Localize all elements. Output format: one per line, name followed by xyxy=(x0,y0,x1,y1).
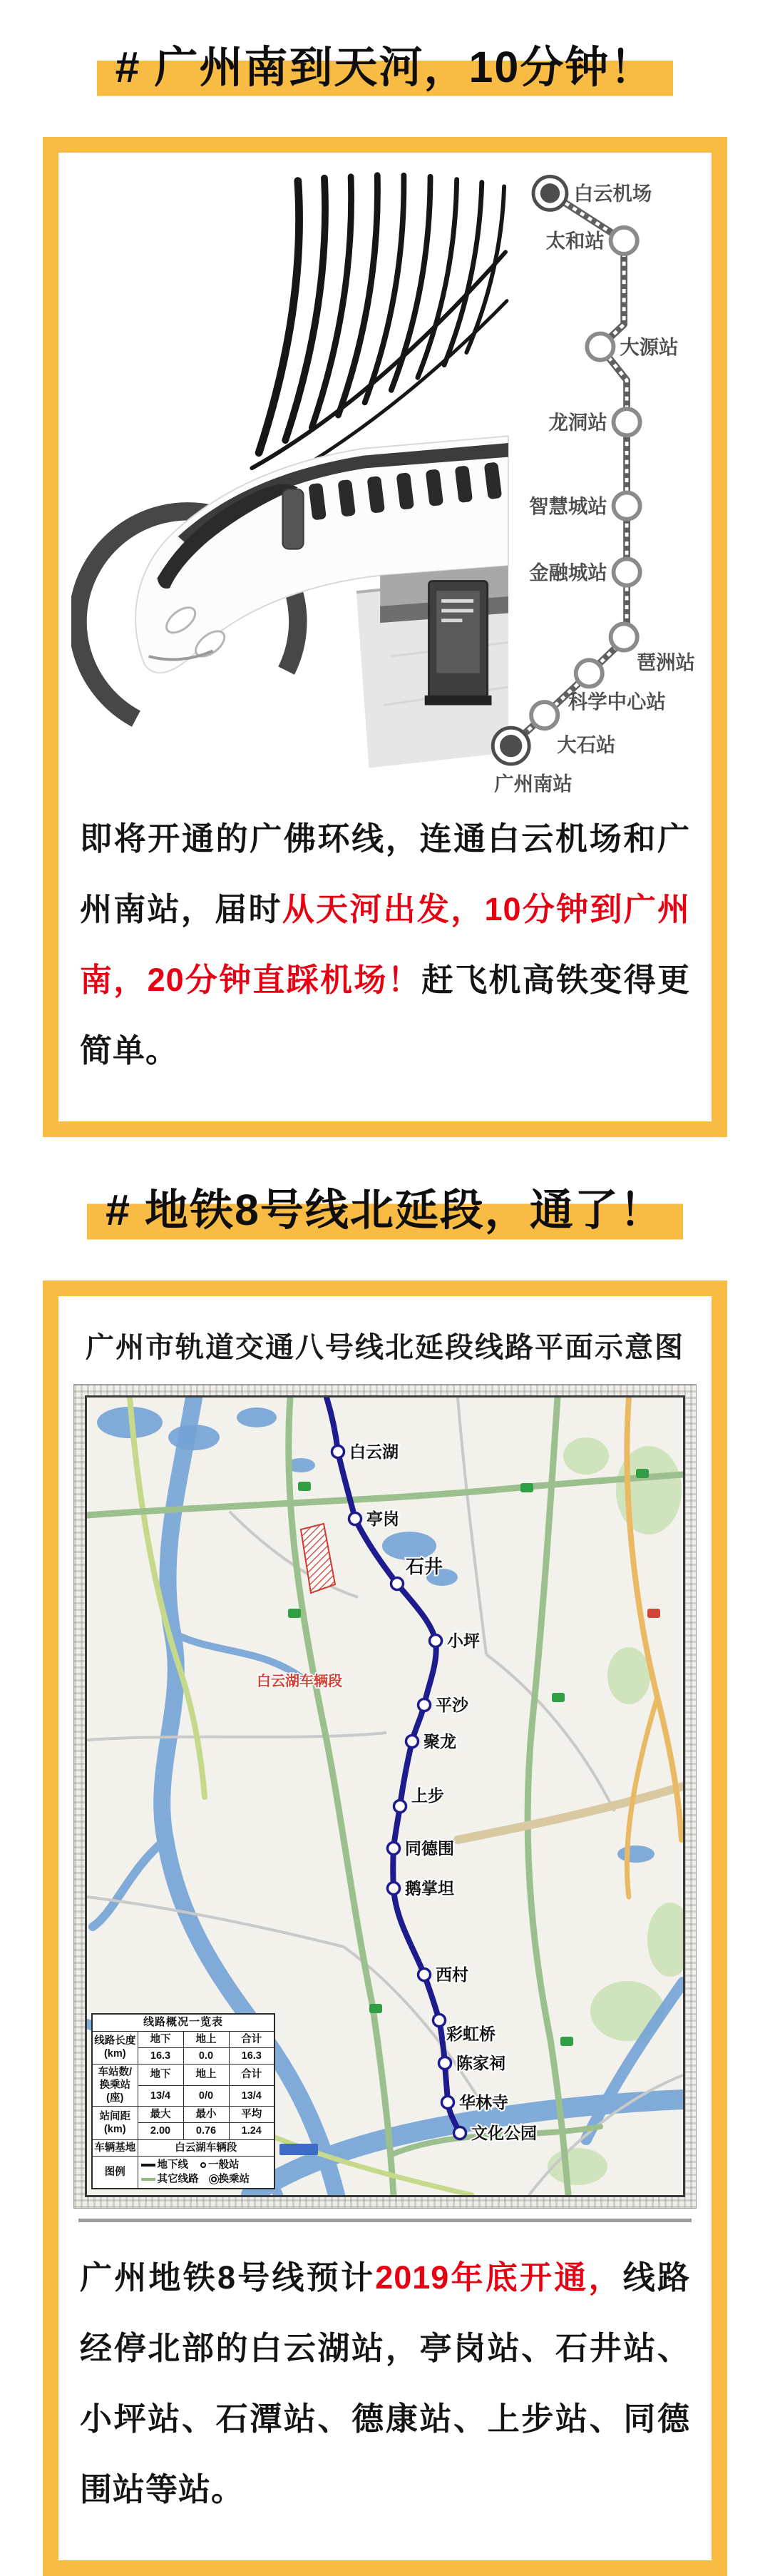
table-cell: 2.00 xyxy=(138,2123,183,2139)
underground-line-icon xyxy=(141,2164,155,2167)
card-line8-map xyxy=(43,1281,727,2576)
route-station-label: 太和站 xyxy=(545,230,605,253)
table-cell: 16.3 xyxy=(229,2047,274,2064)
section2-heading: # 地铁8号线北延段，通了！ xyxy=(87,1178,683,1241)
table-row-label: 线路长度 (km) xyxy=(92,2031,138,2064)
map-station-label: 西村 xyxy=(436,1965,468,1984)
table-cell: 1.24 xyxy=(229,2123,274,2139)
route-station-label: 智慧城站 xyxy=(529,495,607,518)
table-cell: 地下 xyxy=(138,2031,183,2047)
legend-label: 一般站 xyxy=(208,2159,240,2171)
map-station-label: 亭岗 xyxy=(366,1509,399,1528)
table-title: 线路概况一览表 xyxy=(92,2014,274,2031)
legend-label: 其它线路 xyxy=(157,2173,199,2185)
table-cell: 最小 xyxy=(183,2107,229,2123)
map-station-label: 文化公园 xyxy=(471,2123,537,2142)
table-cell: 0.0 xyxy=(183,2047,229,2064)
section2-banner xyxy=(0,1137,770,1241)
station-sign xyxy=(425,581,492,706)
table-cell: 0.76 xyxy=(183,2123,229,2139)
map-station-label: 平沙 xyxy=(436,1695,468,1714)
section1-heading: # 广州南到天河，10分钟！ xyxy=(97,36,674,98)
section2-paragraph xyxy=(58,2222,712,2560)
line-overview-table xyxy=(91,2013,275,2189)
route-diagram xyxy=(485,157,710,799)
route-station-label: 大石站 xyxy=(557,733,616,756)
route-terminal-south xyxy=(493,728,529,765)
map-station-label: 白云湖 xyxy=(349,1442,399,1461)
table-row-label: 车辆基地 xyxy=(92,2139,138,2156)
table-row-label: 站间距 (km) xyxy=(92,2107,138,2139)
map-station-label: 彩虹桥 xyxy=(446,2024,496,2043)
para1-text: 即将开通的广佛环线，连通白云机场和广州南站，届时 xyxy=(80,820,690,928)
table-row-label: 车站数/ 换乘站(座) xyxy=(92,2064,138,2106)
map-station-label: 上步 xyxy=(411,1786,444,1805)
table-cell: 最大 xyxy=(138,2107,183,2123)
route-track xyxy=(511,193,627,746)
section1-banner xyxy=(0,0,770,98)
map-station-label: 鹅掌坦 xyxy=(405,1878,454,1898)
table-cell: 合计 xyxy=(229,2064,274,2085)
map-decorative-frame xyxy=(73,1384,697,2209)
route-terminal-airport xyxy=(533,177,567,210)
transfer-station-icon xyxy=(211,2177,217,2182)
para1-text-end: 赶飞机高铁变得更简单。 xyxy=(80,962,690,1069)
table-cell: 0/0 xyxy=(183,2085,229,2107)
route-station-label: 广州南站 xyxy=(494,773,573,795)
table-cell: 地上 xyxy=(183,2031,229,2047)
table-cell: 13/4 xyxy=(138,2085,183,2107)
route-station-label: 科学中心站 xyxy=(568,691,666,713)
route-station-label: 琶洲站 xyxy=(636,651,695,674)
map-title: 广州市轨道交通八号线北延段线路平面示意图 xyxy=(86,1331,684,1363)
map-legend xyxy=(138,2156,274,2189)
table-cell: 地下 xyxy=(138,2064,183,2085)
other-line-icon xyxy=(141,2178,155,2181)
map-station-label: 陈家祠 xyxy=(456,2053,505,2072)
rail-illustration-area xyxy=(58,153,712,800)
map-station-label: 华林寺 xyxy=(459,2092,508,2112)
route-station-label: 大源站 xyxy=(620,336,679,359)
route-station-label: 白云机场 xyxy=(573,183,652,205)
map-station-label: 同德围 xyxy=(405,1838,454,1858)
para2-text: 广州地铁8号线预计 xyxy=(80,2259,376,2296)
para1-highlight: 从天河出发，10分钟到广州南，20分钟直踩机场！ xyxy=(80,891,690,999)
table-cell: 合计 xyxy=(229,2031,274,2047)
road-sign xyxy=(279,2144,318,2155)
train-illustration xyxy=(71,168,513,782)
table-cell: 13/4 xyxy=(229,2085,274,2107)
legend-row xyxy=(141,2158,274,2172)
table-cell: 地上 xyxy=(183,2064,229,2085)
section1-paragraph xyxy=(58,800,712,1121)
route-station-label: 金融城站 xyxy=(529,561,607,584)
table-cell: 平均 xyxy=(229,2107,274,2123)
table-cell: 16.3 xyxy=(138,2047,183,2064)
train-door xyxy=(282,489,303,549)
route-station-label: 龙洞站 xyxy=(548,411,607,434)
map-station-label: 聚龙 xyxy=(423,1731,456,1751)
line8-map xyxy=(85,1395,685,2197)
table-row-label: 图例 xyxy=(92,2156,138,2189)
para2-text-end: 线路经停北部的白云湖站，亭岗站、石井站、小坪站、石潭站、德康站、上步站、同德围站等站。 xyxy=(80,2259,691,2508)
para2-highlight: 2019年底开通， xyxy=(375,2259,623,2296)
legend-label: 地下线 xyxy=(157,2159,188,2171)
map-station-label: 石井 xyxy=(406,1555,443,1577)
map-station-label: 小坪 xyxy=(447,1631,480,1650)
card-rail-loop xyxy=(43,137,727,1137)
table-cell: 白云湖车辆段 xyxy=(138,2139,274,2156)
depot-label: 白云湖车辆段 xyxy=(257,1673,342,1689)
legend-label: 换乘站 xyxy=(218,2173,250,2185)
normal-station-icon xyxy=(200,2162,206,2168)
legend-row xyxy=(141,2172,274,2186)
